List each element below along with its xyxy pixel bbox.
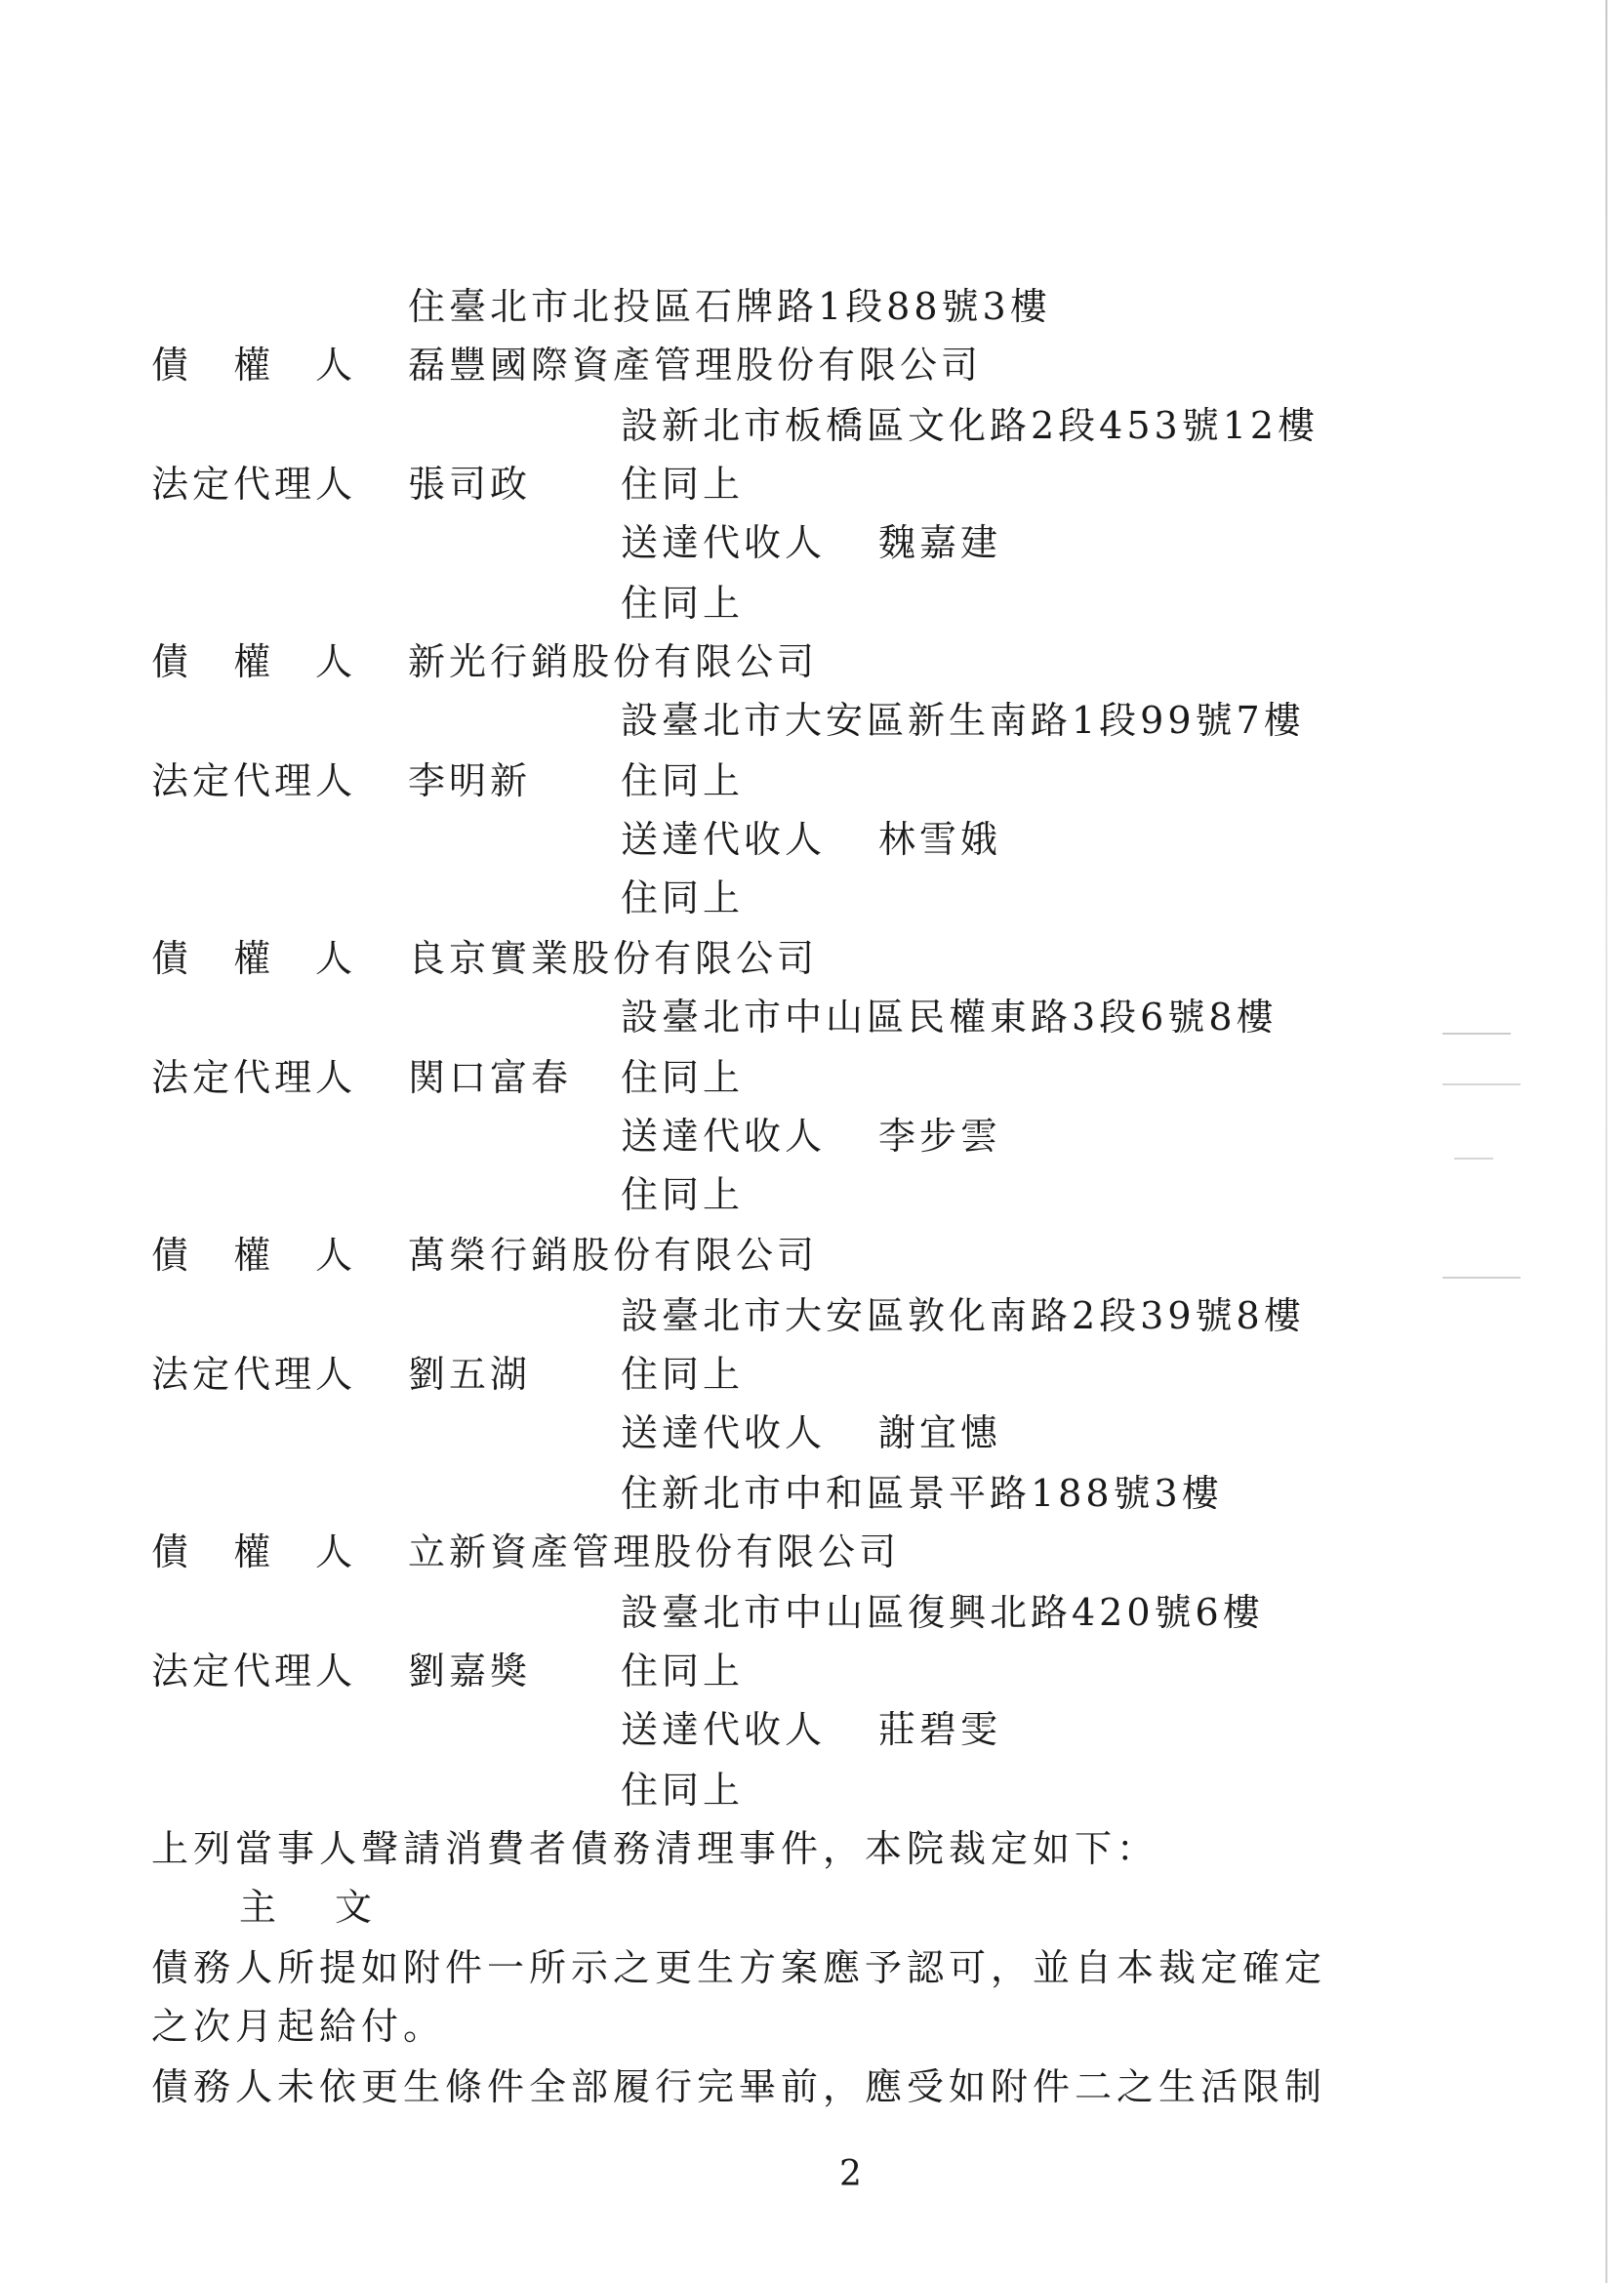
ruling-paragraph-2-line-1: 債務人未依更生條件全部履行完畢前，應受如附件二之生活限制	[151, 2065, 1327, 2108]
agent-label: 送達代收人	[621, 1708, 827, 1751]
page-number: 2	[839, 2154, 862, 2194]
creditor-label: 債 權 人	[151, 937, 357, 980]
rep-label: 法定代理人	[151, 759, 357, 802]
agent-name: 李步雲	[878, 1115, 1002, 1158]
ruling-paragraph-1-line-1: 債務人所提如附件一所示之更生方案應予認可，並自本裁定確定	[151, 1946, 1327, 1989]
agent-name: 謝宜憓	[878, 1411, 1002, 1454]
rep-label: 法定代理人	[151, 1650, 357, 1692]
agent-address: 住同上	[621, 1769, 745, 1812]
rep-address: 住同上	[621, 759, 745, 802]
creditor-label: 債 權 人	[151, 344, 357, 387]
creditor-address: 設臺北市中山區復興北路420號6樓	[621, 1591, 1264, 1634]
rep-label: 法定代理人	[151, 1353, 357, 1396]
agent-label: 送達代收人	[621, 521, 827, 564]
agent-name: 林雪娥	[878, 818, 1002, 861]
creditor-label: 債 權 人	[151, 640, 357, 683]
rep-address: 住同上	[621, 1353, 745, 1396]
section-heading: 主文	[239, 1886, 431, 1929]
creditor-address: 設新北市板橋區文化路2段453號12樓	[621, 404, 1320, 447]
scan-edge-line	[1605, 0, 1607, 2283]
creditor-address: 設臺北市大安區新生南路1段99號7樓	[621, 699, 1305, 742]
rep-address: 住同上	[621, 1650, 745, 1692]
rep-name: 李明新	[408, 759, 532, 802]
rep-label: 法定代理人	[151, 1056, 357, 1099]
rep-name: 関口富春	[408, 1056, 573, 1099]
rep-address: 住同上	[621, 463, 745, 506]
scan-speck	[1454, 1158, 1493, 1160]
ruling-intro: 上列當事人聲請消費者債務清理事件，本院裁定如下：	[151, 1827, 1159, 1870]
agent-address: 住同上	[621, 1173, 745, 1216]
scan-speck	[1442, 1277, 1521, 1279]
prior-party-address: 住臺北市北投區石牌路1段88號3樓	[408, 285, 1051, 328]
agent-address: 住同上	[621, 877, 745, 919]
creditor-company: 磊豐國際資產管理股份有限公司	[408, 344, 983, 387]
agent-address: 住同上	[621, 582, 745, 625]
rep-label: 法定代理人	[151, 463, 357, 506]
rep-name: 劉五湖	[408, 1353, 532, 1396]
creditor-label: 債 權 人	[151, 1530, 357, 1573]
rep-name: 劉嘉獎	[408, 1650, 532, 1692]
agent-name: 魏嘉建	[878, 521, 1002, 564]
scan-speck	[1442, 1083, 1521, 1085]
scan-speck	[1442, 1033, 1511, 1035]
rep-name: 張司政	[408, 463, 532, 506]
agent-label: 送達代收人	[621, 818, 827, 861]
rep-address: 住同上	[621, 1056, 745, 1099]
agent-address: 住新北市中和區景平路188號3樓	[621, 1472, 1223, 1515]
creditor-address: 設臺北市大安區敦化南路2段39號8樓	[621, 1294, 1305, 1337]
agent-label: 送達代收人	[621, 1115, 827, 1158]
agent-label: 送達代收人	[621, 1411, 827, 1454]
agent-name: 莊碧雯	[878, 1708, 1002, 1751]
creditor-company: 萬榮行銷股份有限公司	[408, 1234, 819, 1277]
creditor-company: 新光行銷股份有限公司	[408, 640, 819, 683]
creditor-company: 立新資產管理股份有限公司	[408, 1530, 901, 1573]
ruling-paragraph-1-line-2: 之次月起給付。	[151, 2005, 446, 2048]
creditor-address: 設臺北市中山區民權東路3段6號8樓	[621, 996, 1278, 1039]
creditor-company: 良京實業股份有限公司	[408, 937, 819, 980]
creditor-label: 債 權 人	[151, 1234, 357, 1277]
